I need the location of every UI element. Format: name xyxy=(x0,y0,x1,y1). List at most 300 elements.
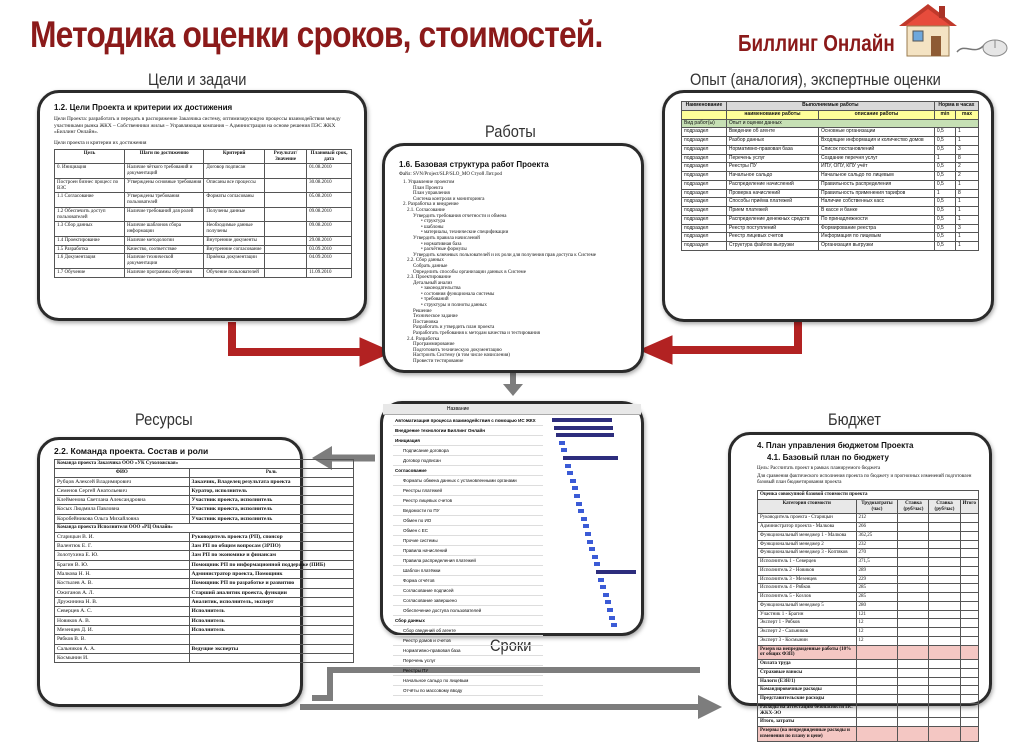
goals-col-result: Результат/Значение xyxy=(264,149,306,164)
exp-cell-type: подраздел xyxy=(682,189,727,198)
budget-cell-category: Функциональный менеджер 1 - Малкова xyxy=(758,531,857,540)
goals-cell-goal: Построен бизнес процесс по ВЗС xyxy=(55,178,125,193)
team-contractor: Команда проекта Исполнителя ООО «РЦ Онлайн» xyxy=(55,524,354,533)
gantt-task-label: Внедрение технологии Биллинг Онлайн xyxy=(395,428,485,433)
budget-summary-row xyxy=(758,727,979,742)
budget-row xyxy=(758,566,979,575)
goals-cell-goal: 1.6 Документация xyxy=(55,254,125,269)
works-line: Настроить Систему (в том числе начисления) xyxy=(413,353,510,359)
budget-cell-total xyxy=(960,593,978,602)
arrow-goals-to-works xyxy=(232,322,360,352)
budget-summary-cell xyxy=(960,686,978,695)
exp-row xyxy=(682,180,979,189)
budget-summary-cell xyxy=(856,645,898,660)
exp-cell-work: Проверка начислений xyxy=(726,189,818,198)
goals-row xyxy=(55,245,352,254)
exp-cell-type: подраздел xyxy=(682,233,727,242)
budget-cell-total xyxy=(960,610,978,619)
goals-cell-result xyxy=(264,236,306,245)
resources-heading: 2.2. Команда проекта. Состав и роли xyxy=(54,446,209,456)
exp-cell-type: подраздел xyxy=(682,163,727,172)
exp-cell-desc: Начальное сальдо по лицевым xyxy=(819,172,935,181)
works-line: • шаблоны xyxy=(421,224,444,230)
gantt-task[interactable] xyxy=(393,436,543,446)
team-member-role: Исполнитель xyxy=(189,616,353,625)
gantt-task[interactable] xyxy=(393,426,543,436)
gantt-task[interactable] xyxy=(393,496,543,506)
budget-cell-total xyxy=(960,584,978,593)
budget-cell-rate1 xyxy=(898,619,929,628)
exp-cell-min: 1 xyxy=(934,154,955,163)
exp-cell-work: Разбор данных xyxy=(726,137,818,146)
budget-summary-cell xyxy=(898,703,929,718)
budget-cell-hours: 362,25 xyxy=(856,531,898,540)
mouse-icon xyxy=(955,22,1010,62)
budget-text: Для сравнения фактического исполнения проекта по бюджету и прогнозных изменений подготовлен базовый план бюджетирования проекта xyxy=(757,474,972,485)
gantt-task-list xyxy=(393,416,543,696)
team-member-row xyxy=(55,551,354,560)
exp-cell-max: 8 xyxy=(956,154,979,163)
exp-cell-min: 0,5 xyxy=(934,198,955,207)
exp-cell-desc: По принадлежности xyxy=(819,215,935,224)
exp-cell-max: 1 xyxy=(956,242,979,251)
goals-cell-date: 04.09.2010 xyxy=(307,254,352,269)
budget-cell-category: Эксперт 1 - Рябков xyxy=(758,619,857,628)
budget-summary-label: Резерв на непредвиденные работы (10% от общих ФЗП) xyxy=(758,645,857,660)
exp-cell-type: подраздел xyxy=(682,154,727,163)
goals-cell-result xyxy=(264,222,306,237)
arrow-experience-to-works-head xyxy=(640,336,672,364)
works-line: Система контроля и мониторинга xyxy=(413,196,485,202)
gantt-task[interactable] xyxy=(393,526,543,536)
budget-cell-hours: 121 xyxy=(856,610,898,619)
team-member-row xyxy=(55,616,354,625)
label-resources: Ресурсы xyxy=(135,410,193,429)
exp-cell-min: 0,5 xyxy=(934,242,955,251)
gantt-bar xyxy=(607,608,613,612)
gantt-task[interactable] xyxy=(393,616,543,626)
team-member-name: Ожиганов А. Л. xyxy=(55,588,190,597)
budget-table-title: Оценка совокупной базовой стоимости проекта xyxy=(758,491,979,500)
team-member-row xyxy=(55,598,354,607)
budget-summary-cell xyxy=(929,668,960,677)
budget-cell-total xyxy=(960,523,978,532)
team-member-name: Костылев А. В. xyxy=(55,579,190,588)
budget-cell-total xyxy=(960,601,978,610)
gantt-task[interactable] xyxy=(393,576,543,586)
goals-cell-steps: Наличие технической документации xyxy=(124,254,203,269)
works-line: • состояния функционала системы xyxy=(421,291,495,297)
gantt-task[interactable] xyxy=(393,416,543,426)
gantt-task[interactable] xyxy=(393,676,543,686)
gantt-task-label: Перечень услуг xyxy=(403,658,436,663)
team-member-row xyxy=(55,607,354,616)
budget-cell-hours: 371,5 xyxy=(856,558,898,567)
gantt-task-label: Начальное сальдо по лицевым xyxy=(403,678,469,683)
budget-cell-category: Исполнитель 1 - Северцев xyxy=(758,558,857,567)
exp-cell-type: подраздел xyxy=(682,137,727,146)
exp-cell-desc: Список постановлений xyxy=(819,145,935,154)
team-member-role: Зам РП по общим вопросам (ЗРПО) xyxy=(189,542,353,551)
gantt-task[interactable] xyxy=(393,446,543,456)
goals-col-goal: Цель xyxy=(55,149,125,164)
goals-cell-steps: Наличие чёткого требований и документаций xyxy=(124,164,203,179)
budget-cell-hours: 285 xyxy=(856,584,898,593)
goals-cell-criteria: Приёмка документации xyxy=(204,254,265,269)
exp-cell-work: Реестр поступлений xyxy=(726,224,818,233)
gantt-task-label: Реестр домов и счетов xyxy=(403,638,451,643)
budget-row xyxy=(758,636,979,645)
team-member-row xyxy=(55,625,354,634)
goals-cell-criteria: Внутренние документы xyxy=(204,236,265,245)
team-member-name: Сальников А. А. xyxy=(55,644,190,653)
exp-cell-max: 1 xyxy=(956,180,979,189)
goals-cell-date: 05.08.2010 xyxy=(307,193,352,208)
budget-goal: Цель: Рассчитать проект в рамках планируемого бюджета xyxy=(757,466,881,471)
gantt-task-label: Форматы обмена данных с установленными органами xyxy=(403,478,517,483)
budget-row xyxy=(758,531,979,540)
gantt-bar xyxy=(576,502,582,506)
budget-cell-total xyxy=(960,619,978,628)
team-member-row xyxy=(55,653,354,662)
works-line: Разработать и утвердить план проекта xyxy=(413,325,495,331)
works-list xyxy=(399,180,631,365)
exp-row xyxy=(682,198,979,207)
exp-cell-min: 0,5 xyxy=(934,172,955,181)
gantt-task-label: Инициация xyxy=(395,438,420,443)
gantt-task[interactable] xyxy=(393,546,543,556)
budget-cell-total xyxy=(960,575,978,584)
budget-row xyxy=(758,628,979,637)
exp-cell-type: подраздел xyxy=(682,180,727,189)
budget-cell-rate2 xyxy=(929,636,960,645)
exp-cell-type: подраздел xyxy=(682,215,727,224)
exp-cell-work: Прием платежей xyxy=(726,207,818,216)
budget-cell-hours: 12 xyxy=(856,636,898,645)
exp-cell-min: 0,5 xyxy=(934,180,955,189)
exp-section1: Вид работ(ы) xyxy=(682,119,727,128)
goals-table xyxy=(54,149,352,278)
exp-cell-work: Реестры ПУ xyxy=(726,163,818,172)
works-panel xyxy=(382,143,644,373)
budget-cell-hours: 12 xyxy=(856,628,898,637)
goals-row xyxy=(55,207,352,222)
exp-cell-desc: Правильность распределения xyxy=(819,180,935,189)
gantt-bar xyxy=(552,418,612,422)
works-line: План Проекта xyxy=(413,185,443,191)
gantt-bar xyxy=(605,600,611,604)
budget-summary-cell xyxy=(929,703,960,718)
team-member-name: Мезенцев Д. И. xyxy=(55,625,190,634)
budget-summary-cell xyxy=(960,703,978,718)
works-line: • структуры и полноты данных xyxy=(421,303,487,309)
exp-cell-work: Структура файлов выгрузки xyxy=(726,242,818,251)
budget-cell-rate1 xyxy=(898,636,929,645)
label-goals: Цели и задачи xyxy=(148,70,247,89)
budget-summary-cell xyxy=(856,703,898,718)
exp-cell-type: подраздел xyxy=(682,224,727,233)
goals-row xyxy=(55,222,352,237)
budget-summary-label: Резервы (на непредвиденные расходы и изменения по плану и цене) xyxy=(758,727,857,742)
budget-summary-label: Итого, затраты xyxy=(758,718,857,727)
gantt-bar xyxy=(600,585,606,589)
arrow-resources-to-budget-head xyxy=(698,695,722,719)
works-line: Подготовить техническую документацию xyxy=(413,347,502,353)
goals-row xyxy=(55,164,352,179)
exp-cell-max: 3 xyxy=(956,145,979,154)
budget-cell-rate2 xyxy=(929,593,960,602)
goals-row xyxy=(55,193,352,208)
exp-cell-min: 0,5 xyxy=(934,128,955,137)
team-member-row xyxy=(55,505,354,514)
budget-summary-label: Налоги (ЕЗН/1) xyxy=(758,677,857,686)
budget-row xyxy=(758,575,979,584)
gantt-task-label: Обеспечение доступа пользователей xyxy=(403,608,482,613)
exp-cell-desc: В кассе и банке xyxy=(819,207,935,216)
goals-cell-goal: 1.7 Обучение xyxy=(55,268,125,277)
gantt-bar xyxy=(561,448,567,452)
team-member-role: Участник проекта, исполнитель xyxy=(189,496,353,505)
budget-summary-cell xyxy=(960,718,978,727)
gantt-task[interactable] xyxy=(393,606,543,616)
gantt-task[interactable] xyxy=(393,626,543,636)
res-col-name: ФИО xyxy=(55,468,190,477)
gantt-task-label: Отчёты по массовому вводу xyxy=(403,688,463,693)
works-line: • материалы, технические спецификации xyxy=(421,230,509,236)
exp-cell-min: 0,5 xyxy=(934,137,955,146)
budget-summary-cell xyxy=(960,668,978,677)
budget-cell-category: Эксперт 3 - Космынин xyxy=(758,636,857,645)
gantt-task-label: Сбор сведений об агенте xyxy=(403,628,456,633)
gantt-task[interactable] xyxy=(393,456,543,466)
budget-cell-hours: 232 xyxy=(856,540,898,549)
gantt-task[interactable] xyxy=(393,516,543,526)
budget-cell-rate1 xyxy=(898,628,929,637)
budget-cell-category: Эксперт 2 - Сальников xyxy=(758,628,857,637)
exp-row xyxy=(682,215,979,224)
budget-cell-rate1 xyxy=(898,601,929,610)
works-line: Детальный анализ xyxy=(413,280,453,286)
gantt-task[interactable] xyxy=(393,686,543,696)
gantt-bar xyxy=(592,555,598,559)
exp-cell-work: Введение об агенте xyxy=(726,128,818,137)
exp-cell-work: Реестр лицевых счетов xyxy=(726,233,818,242)
budget-summary-cell xyxy=(856,677,898,686)
gantt-bar xyxy=(574,494,580,498)
goals-cell-criteria: Внутренние согласование xyxy=(204,245,265,254)
goals-cell-criteria: Договор подписан xyxy=(204,164,265,179)
budget-cell-rate1 xyxy=(898,584,929,593)
gantt-task[interactable] xyxy=(393,636,543,646)
budget-cell-rate1 xyxy=(898,593,929,602)
gantt-bar xyxy=(611,623,617,627)
team-member-row xyxy=(55,514,354,523)
budget-cell-category: Исполнитель 4 - Рябков xyxy=(758,584,857,593)
budget-summary-cell xyxy=(960,695,978,704)
gantt-task-label: Нормативно-правовая база xyxy=(403,648,461,653)
goals-cell-result xyxy=(264,207,306,222)
exp-cell-type: подраздел xyxy=(682,128,727,137)
team-member-role: Исполнитель xyxy=(189,625,353,634)
exp-cell-type: подраздел xyxy=(682,242,727,251)
gantt-bar xyxy=(581,517,587,521)
team-member-role: Участник проекта, исполнитель xyxy=(189,505,353,514)
budget-cell-category: Функциональный менеджер 5 xyxy=(758,601,857,610)
budget-row xyxy=(758,514,979,523)
gantt-task[interactable] xyxy=(393,656,543,666)
goals-cell-steps: Наличие методологии xyxy=(124,236,203,245)
exp-cell-min: 0,5 xyxy=(934,233,955,242)
budget-summary-cell xyxy=(898,660,929,669)
team-member-row xyxy=(55,486,354,495)
goals-cell-date: 03.09.2010 xyxy=(307,245,352,254)
budget-summary-cell xyxy=(898,727,929,742)
budget-col-hours: Трудозатраты (час) xyxy=(856,499,898,514)
budget-summary-cell xyxy=(856,686,898,695)
gantt-task-label: Шаблон платёжки xyxy=(403,568,441,573)
house-logo xyxy=(893,0,963,60)
exp-sub-desc: описание работы xyxy=(819,110,935,119)
gantt-task[interactable] xyxy=(393,466,543,476)
team-member-role: Куратор, исполнитель xyxy=(189,486,353,495)
works-heading: 1.6. Базовая структура работ Проекта xyxy=(399,160,549,169)
team-member-name: Золотухина Е. Ю. xyxy=(55,551,190,560)
goals-cell-steps: Утверждены основные требования xyxy=(124,178,203,193)
goals-row xyxy=(55,178,352,193)
budget-cell-rate2 xyxy=(929,523,960,532)
exp-row xyxy=(682,163,979,172)
works-line: 2. Разработка и внедрение xyxy=(403,202,459,208)
budget-summary-label: Страховые взносы xyxy=(758,668,857,677)
goals-cell-date: 01.08.2010 xyxy=(307,164,352,179)
gantt-task[interactable] xyxy=(393,506,543,516)
exp-cell-max: 1 xyxy=(956,207,979,216)
exp-cell-min: 0,5 xyxy=(934,215,955,224)
gantt-bar xyxy=(570,479,576,483)
team-member-role: Аналитик, исполнитель, эксперт xyxy=(189,598,353,607)
budget-summary-cell xyxy=(929,718,960,727)
exp-sub-min: min xyxy=(934,110,955,119)
budget-summary-cell xyxy=(898,686,929,695)
team-member-name: Семенов Сергей Анатольевич xyxy=(55,486,190,495)
exp-col-name: Наименование xyxy=(682,102,727,111)
budget-summary-row xyxy=(758,668,979,677)
budget-cell-total xyxy=(960,514,978,523)
goals-cell-goal: 1.3 Сбор данных xyxy=(55,222,125,237)
exp-row xyxy=(682,189,979,198)
exp-cell-max: 2 xyxy=(956,163,979,172)
exp-cell-max: 1 xyxy=(956,233,979,242)
gantt-task[interactable] xyxy=(393,556,543,566)
gantt-task[interactable] xyxy=(393,666,543,676)
gantt-bar xyxy=(567,471,573,475)
budget-cell-hours: 289 xyxy=(856,566,898,575)
goals-col-steps: Шаги по достижению xyxy=(124,149,203,164)
gantt-task[interactable] xyxy=(393,646,543,656)
budget-summary-row xyxy=(758,695,979,704)
budget-cell-total xyxy=(960,531,978,540)
gantt-task-label: Согласование подписей xyxy=(403,588,454,593)
goals-cell-steps: Утверждены требования пользователей xyxy=(124,193,203,208)
works-line: • законодательства xyxy=(421,286,461,292)
works-line: Программирование xyxy=(413,342,455,348)
gantt-task[interactable] xyxy=(393,486,543,496)
budget-cell-rate2 xyxy=(929,575,960,584)
works-line: 2.4. Разработка xyxy=(407,336,440,342)
gantt-task[interactable] xyxy=(393,596,543,606)
works-line: • расчётные формулы xyxy=(421,247,467,253)
gantt-task[interactable] xyxy=(393,476,543,486)
budget-col-rate2: Ставка (руб/час) xyxy=(929,499,960,514)
works-line: Утвердить требования отчетности и обмена xyxy=(413,213,507,219)
team-member-name: Космынин И. xyxy=(55,653,190,662)
budget-col-category: Категория стоимости xyxy=(758,499,857,514)
gantt-bar xyxy=(554,426,613,430)
works-line: Решение xyxy=(413,308,432,314)
exp-cell-desc: ИПУ, ОПУ, КПУ учёт xyxy=(819,163,935,172)
exp-row xyxy=(682,207,979,216)
exp-cell-work: Распределение денежных средств xyxy=(726,215,818,224)
budget-summary-cell xyxy=(856,727,898,742)
budget-sub: 4.1. Базовый план по бюджету xyxy=(767,453,889,462)
budget-cell-hours: 280 xyxy=(856,601,898,610)
exp-cell-desc: Создание перечня услуг xyxy=(819,154,935,163)
budget-summary-cell xyxy=(960,660,978,669)
budget-summary-row xyxy=(758,718,979,727)
budget-row xyxy=(758,584,979,593)
gantt-chart-area xyxy=(548,416,638,631)
goals-cell-date: 30.08.2010 xyxy=(307,178,352,193)
goals-row xyxy=(55,254,352,269)
goals-cell-result xyxy=(264,245,306,254)
gantt-task-label: Обмен с ЕС xyxy=(403,528,429,533)
goals-cell-criteria: Форматы согласованы xyxy=(204,193,265,208)
exp-cell-max: 1 xyxy=(956,215,979,224)
gantt-task-label: Правила распределения платежей xyxy=(403,558,476,563)
resources-table xyxy=(54,459,354,663)
budget-row xyxy=(758,619,979,628)
works-line: 2.3. Проектирование xyxy=(407,275,451,281)
budget-summary-cell xyxy=(929,677,960,686)
gantt-task[interactable] xyxy=(393,586,543,596)
budget-heading: 4. План управления бюджетом Проекта xyxy=(757,441,914,450)
team-member-role: Участник проекта, исполнитель xyxy=(189,514,353,523)
exp-cell-desc: Правильность применения тарифов xyxy=(819,189,935,198)
budget-cell-category: Исполнитель 2 - Новиков xyxy=(758,566,857,575)
budget-col-rate1: Ставка (руб/час) xyxy=(898,499,929,514)
works-line: Техническое задание xyxy=(413,314,458,320)
brand-name: Биллинг Онлайн xyxy=(738,30,895,56)
team-member-name: Дружинина Н. В. xyxy=(55,598,190,607)
works-line: План управления xyxy=(413,191,450,197)
budget-cell-category: Руководитель проекта - Старицын xyxy=(758,514,857,523)
gantt-task[interactable] xyxy=(393,536,543,546)
budget-row xyxy=(758,601,979,610)
budget-cell-rate1 xyxy=(898,610,929,619)
exp-cell-work: Способы приёма платежей xyxy=(726,198,818,207)
budget-summary-cell xyxy=(856,695,898,704)
team-member-row xyxy=(55,644,354,653)
goals-cell-steps: Наличие программы обучения xyxy=(124,268,203,277)
budget-cell-rate2 xyxy=(929,540,960,549)
gantt-task-label: Согласование завершено xyxy=(403,598,457,603)
team-member-role: Руководитель проекта (РП), спонсор xyxy=(189,532,353,541)
budget-cell-rate1 xyxy=(898,558,929,567)
budget-summary-cell xyxy=(929,727,960,742)
goals-cell-result xyxy=(264,268,306,277)
gantt-task[interactable] xyxy=(393,566,543,576)
gantt-header-name: Название xyxy=(446,406,470,412)
